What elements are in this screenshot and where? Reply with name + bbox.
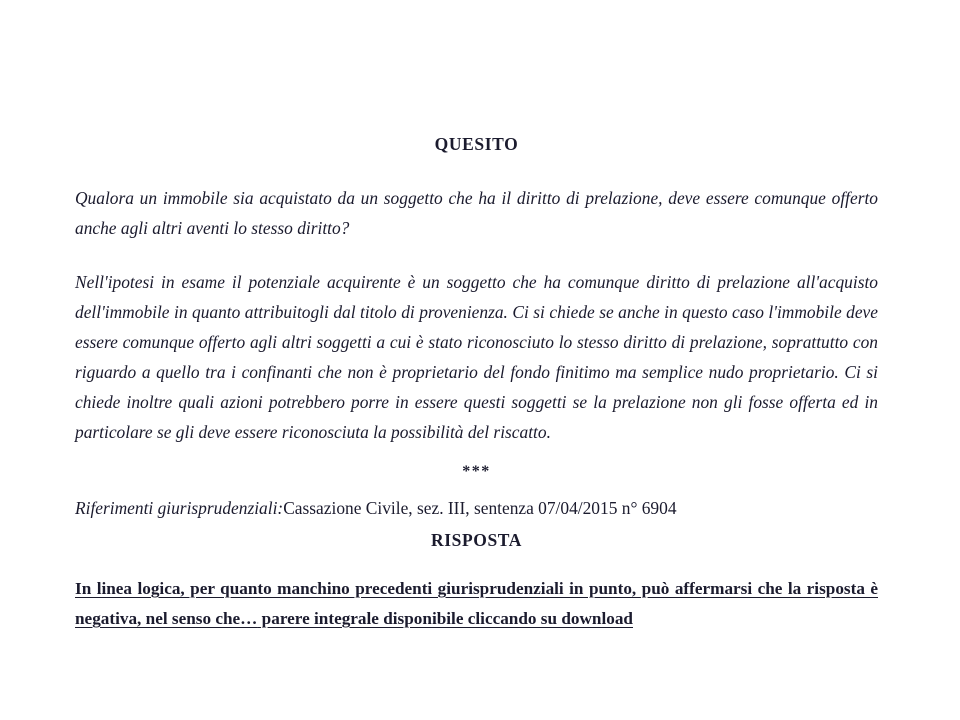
- references-label: Riferimenti giurisprudenziali:: [75, 497, 284, 518]
- question-heading: QUESITO: [434, 134, 519, 154]
- references-value: Cassazione Civile, sez. III, sentenza 07/04/2015 n° 6904: [283, 497, 677, 518]
- document-content: [75, 130, 878, 634]
- asterisk-separator: ***: [462, 462, 491, 480]
- question-paragraph: Qualora un immobile sia acquistato da un soggetto che ha il diritto di prelazione, deve essere comunque offerto anche agli altri aventi lo stesso diritto?: [75, 187, 878, 238]
- answer-body-text: In linea logica, per quanto manchino precedenti giurisprudenziali in punto, può affermarsi che la risposta è negativa, nel senso che…: [75, 578, 878, 628]
- answer-heading: RISPOSTA: [430, 529, 523, 550]
- references-line: [75, 483, 878, 523]
- answer-download-note[interactable]: parere integrale disponibile cliccando su download: [257, 608, 633, 628]
- detail-paragraph: Nell'ipotesi in esame il potenziale acquirente è un soggetto che ha comunque diritto di prelazione all'acquisto dell'immobile in quanto attribuitogli dal titolo di provenienza. Ci si chiede se anche in questo caso l'immobile deve essere comunque offerto agli altri soggetti a cui è stato riconosciuto lo stesso diritto di prelazione, soprattutto con riguardo a quello tra i confinanti che non è proprietario del fondo finitimo ma semplice nudo proprietario. Ci si chiede inoltre quali azioni potrebbero porre in essere questi soggetti se la prelazione non gli fosse offerta ed in particolare se gli deve essere riconosciuta la possibilità del riscatto.: [75, 271, 878, 442]
- answer-paragraph: [75, 552, 878, 634]
